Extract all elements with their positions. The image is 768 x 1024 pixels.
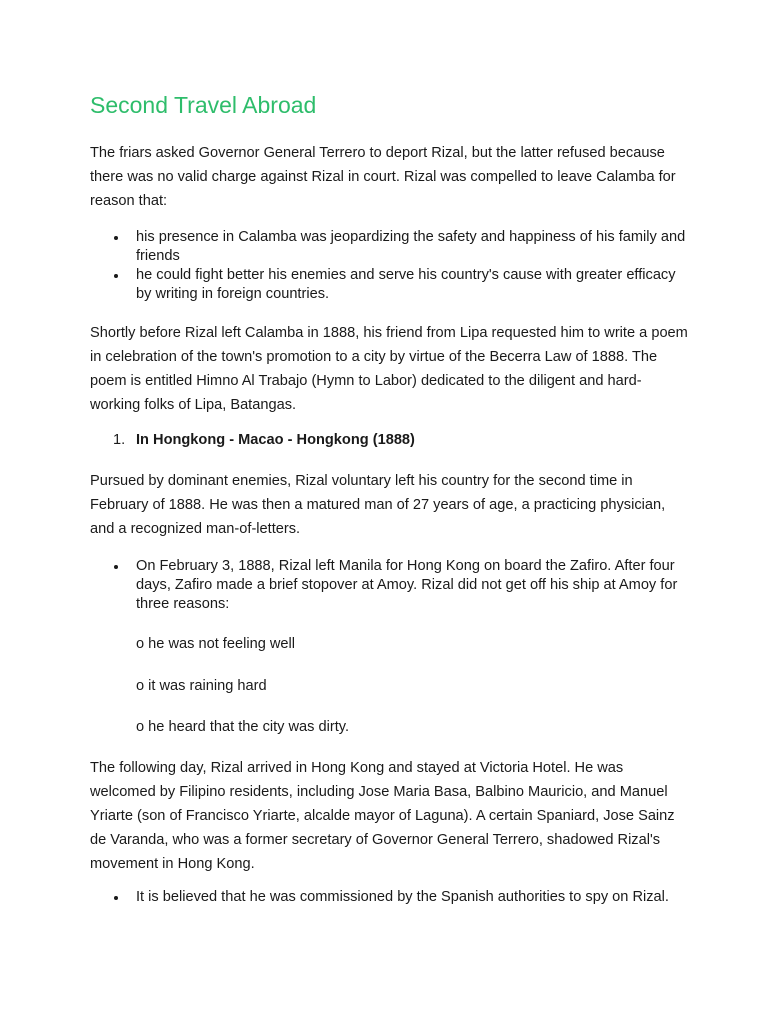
list-item: On February 3, 1888, Rizal left Manila for Hong Kong on board the Zafiro. After four days, Zafiro made a brief stopover at Amoy. Rizal did not get off his ship at Amoy for three reasons: [90,557,690,614]
section-number: 1. [113,432,126,448]
bullet-icon [114,896,118,900]
reasons-list [90,228,690,304]
voyage-list [90,557,690,614]
list-item: It is believed that he was commissioned by the Spanish authorities to spy on Rizal. [90,888,690,907]
bullet-icon [114,274,118,278]
list-item: his presence in Calamba was jeopardizing the safety and happiness of his family and friends [90,228,690,266]
spy-list [90,888,690,907]
reason-item: o he was not feeling well [136,636,296,652]
departure-paragraph: Pursued by dominant enemies, Rizal voluntary left his country for the second time in February of 1888. He was then a matured man of 27 years of age, a practicing physician, and a recognized man-of-letters. [90,473,666,537]
hongkong-paragraph: The following day, Rizal arrived in Hong Kong and stayed at Victoria Hotel. He was welcomed by Filipino residents, including Jose Maria Basa, Balbino Mauricio, and Manuel Yriarte (son of Francisco Yriarte, alcalde mayor of Laguna). A certain Spaniard, Jose Sainz de Varanda, who was a former secretary of Governor General Terrero, shadowed Rizal's movement in Hong Kong. [90,760,675,872]
poem-paragraph: Shortly before Rizal left Calamba in 1888, his friend from Lipa requested him to write a poem in celebration of the town's promotion to a city by virtue of the Becerra Law of 1888. The poem is entitled Himno Al Trabajo (Hymn to Labor) dedicated to the diligent and hard-working folks of Lipa, Batangas. [90,325,688,413]
list-item: he could fight better his enemies and serve his country's cause with greater efficacy by writing in foreign countries. [90,266,690,304]
bullet-icon [114,565,118,569]
page-title: Second Travel Abroad [90,92,317,118]
intro-paragraph: The friars asked Governor General Terrero to deport Rizal, but the latter refused because there was no valid charge against Rizal in court. Rizal was compelled to leave Calamba for reason that: [90,145,676,209]
bullet-icon [114,236,118,240]
section-title: In Hongkong - Macao - Hongkong (1888) [136,432,415,448]
reason-item: o he heard that the city was dirty. [136,719,350,735]
reason-item: o it was raining hard [136,678,267,694]
